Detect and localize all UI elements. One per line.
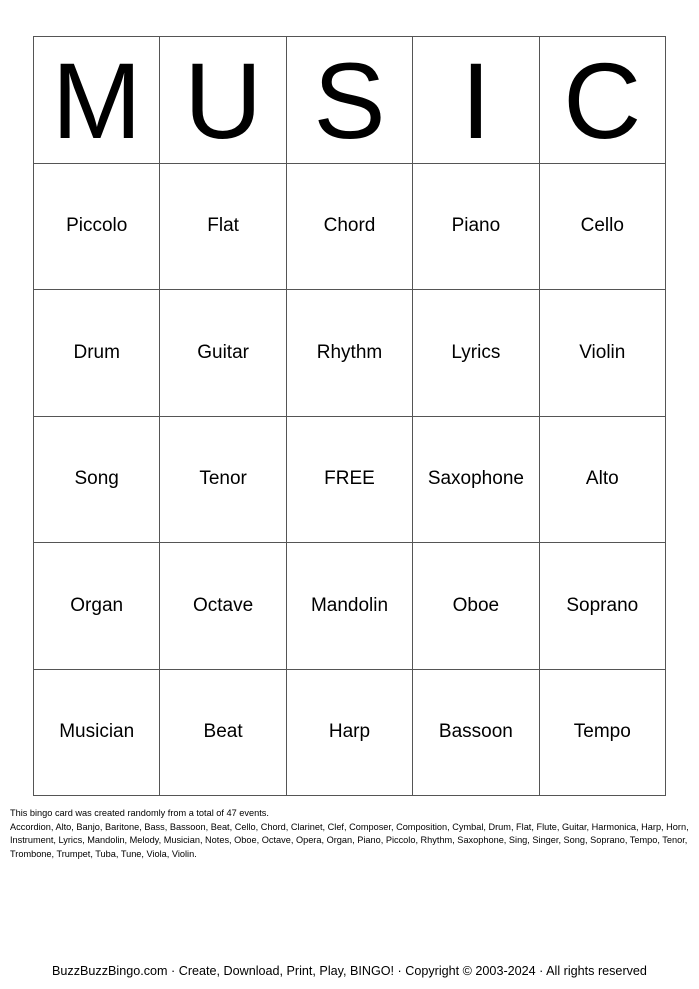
- header-letter-c: C: [540, 37, 666, 164]
- notes-intro: This bingo card was created randomly from a total of 47 events.: [10, 808, 269, 818]
- page-footer: BuzzBuzzBingo.com · Create, Download, Print, Play, BINGO! · Copyright © 2003-2024 · All rights reserved: [52, 964, 647, 978]
- bingo-cell: Mandolin: [287, 543, 413, 670]
- bingo-cell: Guitar: [160, 290, 286, 417]
- bingo-cell: Tenor: [160, 417, 286, 544]
- bingo-cell: Saxophone: [413, 417, 539, 544]
- bingo-cell: Oboe: [413, 543, 539, 670]
- bingo-cell: Chord: [287, 164, 413, 291]
- bingo-cell: Octave: [160, 543, 286, 670]
- bingo-cell: Harp: [287, 670, 413, 797]
- bingo-cell: Bassoon: [413, 670, 539, 797]
- header-letter-m: M: [34, 37, 160, 164]
- bingo-cell: Song: [34, 417, 160, 544]
- bingo-cell: Alto: [540, 417, 666, 544]
- bingo-cell: Piccolo: [34, 164, 160, 291]
- bingo-cell: Lyrics: [413, 290, 539, 417]
- bingo-cell: Soprano: [540, 543, 666, 670]
- bingo-cell: Organ: [34, 543, 160, 670]
- bingo-cell: Cello: [540, 164, 666, 291]
- bingo-cell: Rhythm: [287, 290, 413, 417]
- bingo-cell: Beat: [160, 670, 286, 797]
- card-notes: [10, 807, 690, 861]
- header-letter-u: U: [160, 37, 286, 164]
- notes-event-list: Accordion, Alto, Banjo, Baritone, Bass, Bassoon, Beat, Cello, Chord, Clarinet, Clef, Composer, Composition, Cymbal, Drum, Flat, Flute, Guitar, Harmonica, Harp, Horn, Instrument, Lyrics, Mandolin, Melody, Musician, Notes, Oboe, Octave, Opera, Organ, Piano, Piccolo, Rhythm, Saxophone, Sing, Singer, Song, Soprano, Tempo, Tenor, Trombone, Trumpet, Tuba, Tune, Viola, Violin.: [10, 821, 689, 859]
- bingo-cell: Piano: [413, 164, 539, 291]
- bingo-cell: Violin: [540, 290, 666, 417]
- bingo-cell: Drum: [34, 290, 160, 417]
- header-letter-i: I: [413, 37, 539, 164]
- bingo-card: [33, 36, 666, 796]
- bingo-cell: Flat: [160, 164, 286, 291]
- header-letter-s: S: [287, 37, 413, 164]
- bingo-cell: Tempo: [540, 670, 666, 797]
- bingo-cell: Musician: [34, 670, 160, 797]
- free-space-cell: FREE: [287, 417, 413, 544]
